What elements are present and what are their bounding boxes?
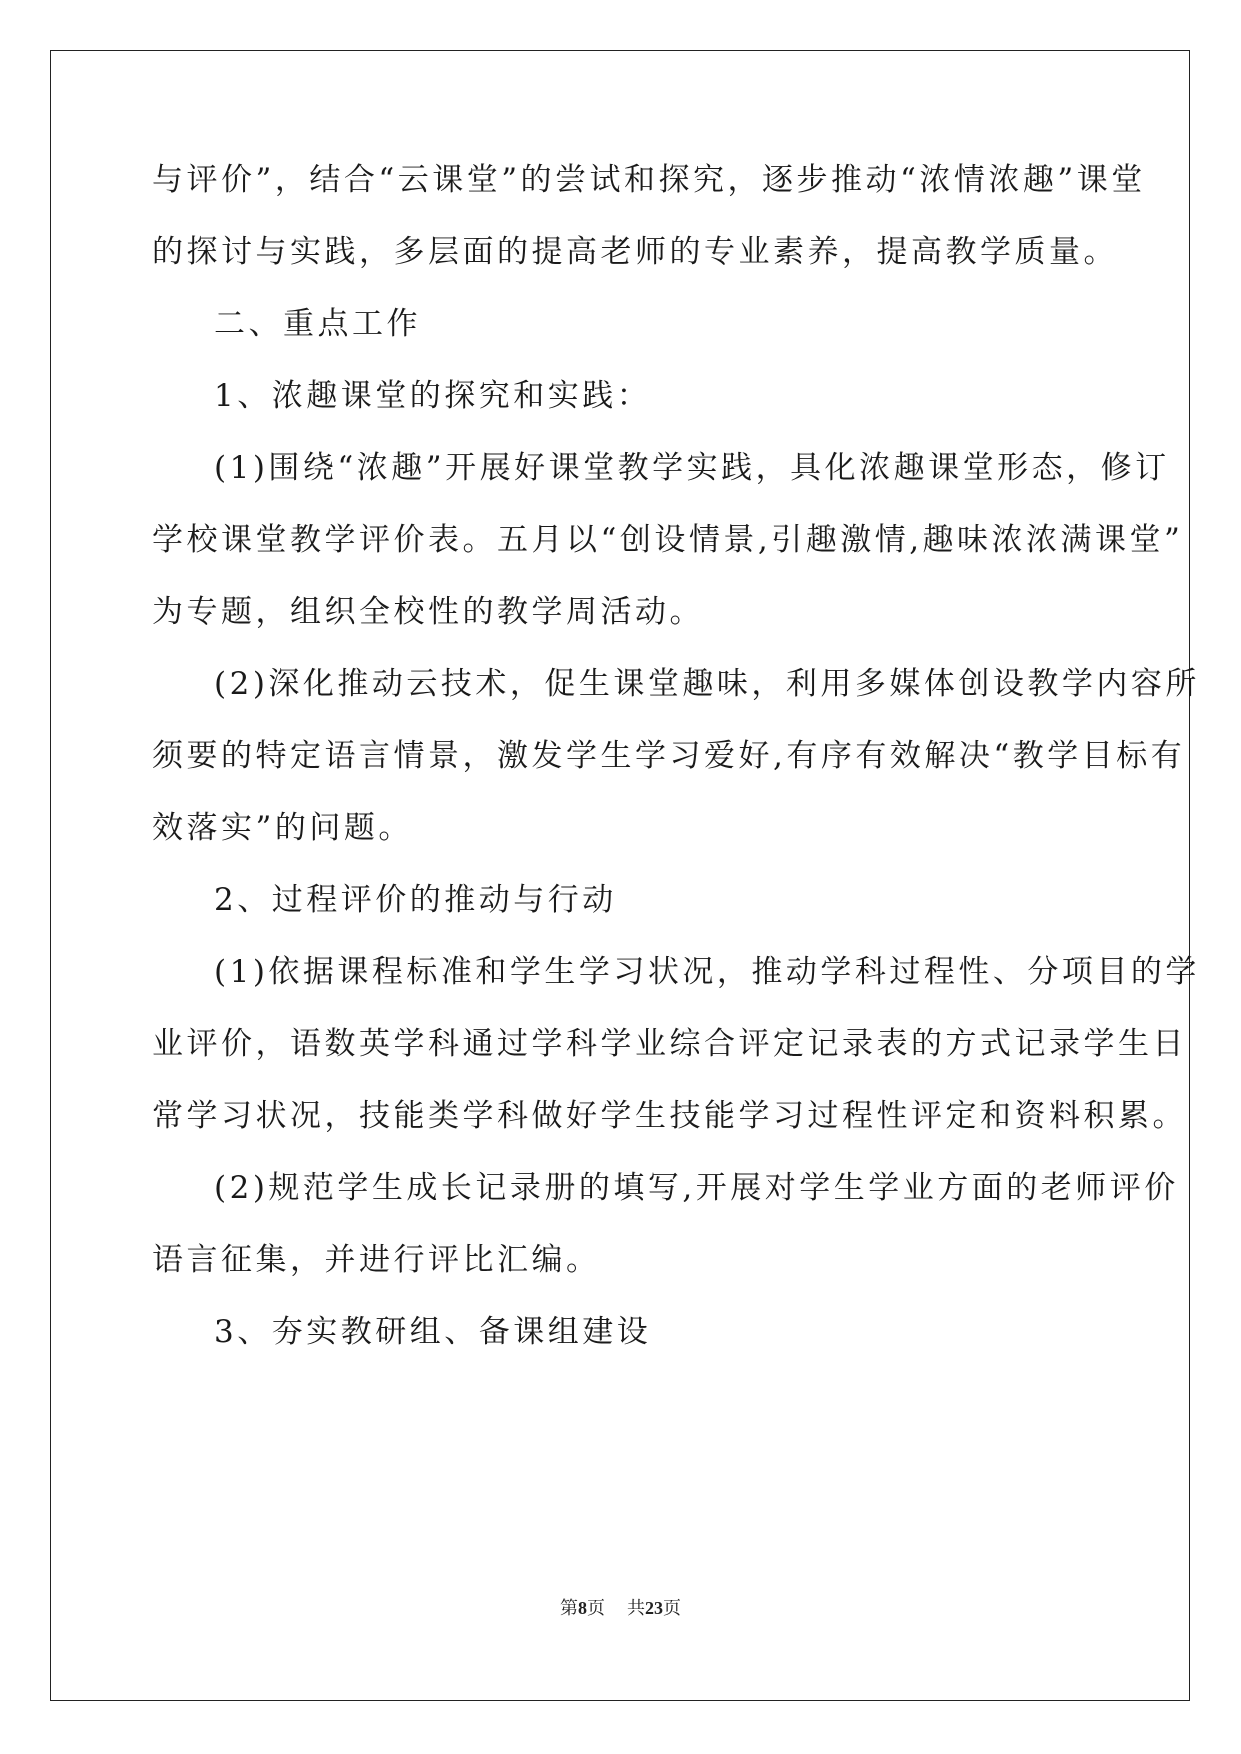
text-line: (2)规范学生成长记录册的填写,开展对学生学业方面的老师评价 [214,1170,1179,1206]
text-line: 的探讨与实践，多层面的提高老师的专业素养，提高教学质量。 [152,234,1118,270]
text-line: 业评价，语数英学科通过学科学业综合评定记录表的方式记录学生日 [152,1026,1187,1062]
total-suffix: 页 [663,1598,681,1619]
text-line: 与评价”，结合“云课堂”的尝试和探究，逐步推动“浓情浓趣”课堂 [152,162,1146,198]
section-heading: 二、重点工作 [214,306,421,342]
text-line: (2)深化推动云技术，促生课堂趣味，利用多媒体创设教学内容所 [214,666,1200,702]
page-prefix: 第 [560,1598,578,1619]
total-prefix: 共 [627,1598,645,1619]
page-number: 8 [578,1598,587,1618]
page-suffix: 页 [587,1598,605,1619]
text-line: 常学习状况，技能类学科做好学生技能学习过程性评定和资料积累。 [152,1098,1187,1134]
text-line: (1)围绕“浓趣”开展好课堂教学实践，具化浓趣课堂形态，修订 [214,450,1170,486]
subsection-heading: 2、过程评价的推动与行动 [214,882,617,918]
text-line: (1)依据课程标准和学生学习状况，推动学科过程性、分项目的学 [214,954,1200,990]
text-line: 须要的特定语言情景，激发学生学习爱好,有序有效解决“教学目标有 [152,738,1186,774]
text-line: 学校课堂教学评价表。五月以“创设情景,引趣激情,趣味浓浓满课堂” [152,522,1184,558]
page-footer [0,1596,1241,1621]
text-line: 为专题，组织全校性的教学周活动。 [152,594,704,630]
subsection-heading: 1、浓趣课堂的探究和实践： [214,378,652,414]
text-line: 效落实”的问题。 [152,810,413,846]
total-pages: 23 [645,1598,663,1618]
page-border [50,50,1190,1701]
text-line: 语言征集，并进行评比汇编。 [152,1242,601,1278]
subsection-heading: 3、夯实教研组、备课组建设 [214,1314,652,1350]
